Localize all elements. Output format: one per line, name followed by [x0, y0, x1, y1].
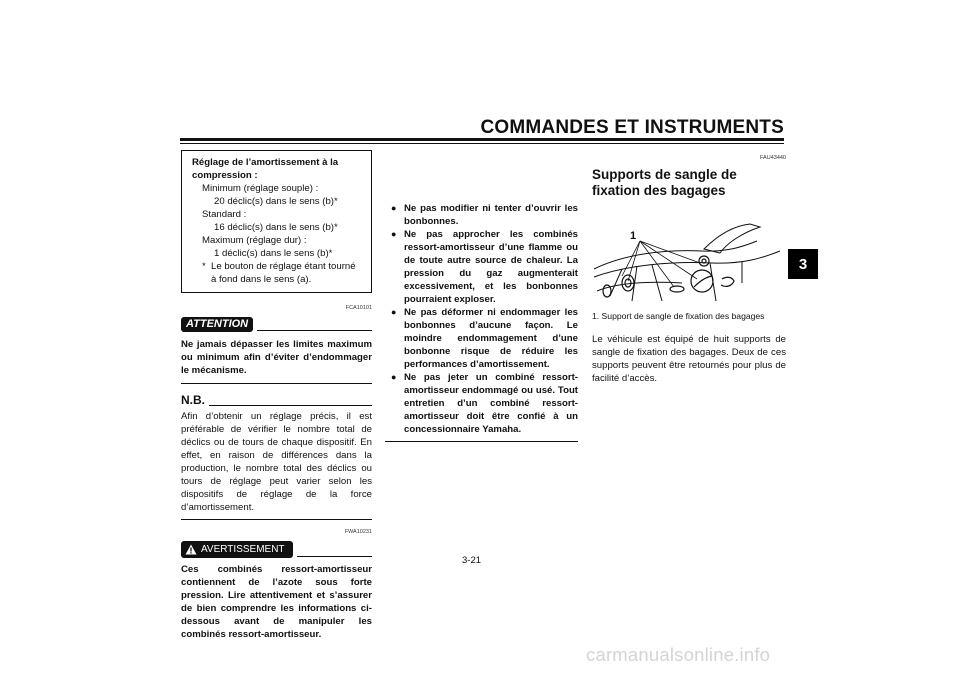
column-middle	[385, 150, 578, 442]
warning-bullet	[385, 202, 578, 228]
bullet-icon: ●	[391, 229, 397, 239]
luggage-strap-holder-figure	[592, 221, 782, 306]
bullet-icon: ●	[391, 203, 397, 213]
spec-line: 1 déclic(s) dans le sens (b)*	[214, 248, 333, 259]
nb-rule	[209, 405, 372, 406]
attention-header	[181, 317, 372, 332]
page-number: 3-21	[462, 555, 482, 566]
spec-note	[192, 260, 361, 286]
nb-header	[181, 394, 372, 407]
warning-bullet	[385, 306, 578, 371]
spec-line: 16 déclic(s) dans le sens (b)*	[214, 222, 338, 233]
watermark: carmanualsonline.info	[586, 644, 771, 665]
bullet-icon: ●	[391, 307, 397, 317]
column-left	[181, 150, 372, 641]
chapter-tab: 3	[788, 249, 818, 279]
figure-callout-number: 1	[630, 230, 637, 242]
attention-end-rule	[181, 383, 372, 384]
warning-bullet	[385, 228, 578, 306]
spec-note-text: Le bouton de réglage étant tourné à fond dans le sens (a).	[211, 261, 356, 285]
nb-end-rule	[181, 519, 372, 520]
attention-text: Ne jamais dépasser les limites maximum ou minimum afin d’éviter d’endommager le mécanisme.	[181, 339, 372, 376]
spec-box	[181, 150, 372, 293]
header-rule-thin	[180, 143, 784, 144]
column-right	[592, 150, 786, 385]
section-code: FAU43440	[760, 155, 786, 161]
figure-caption: 1. Support de sangle de fixation des bagages	[592, 311, 765, 321]
attention-rule	[257, 330, 372, 331]
spec-line: Standard :	[202, 209, 247, 220]
warning-bullet-text: Ne pas approcher les combinés ressort-amortisseur d’une flamme ou de toute autre source de chaleur. La pression du gaz augmenterait excessivement, et les bonbonnes pourraient exploser.	[404, 229, 578, 305]
bullet-icon: ●	[391, 372, 397, 382]
warning-bullet-text: Ne pas déformer ni endommager les bonbonnes d’aucune façon. Le moindre endommagement d’une bonbonne risque de réduire les performances d’amortissement.	[404, 307, 578, 370]
warning-header	[181, 541, 372, 558]
warning-intro: Ces combinés ressort-amortisseur contiennent de l’azote sous forte pression. Lire attentivement et s’assurer de bien comprendre les informations ci-dessous avant de manipuler les combinés ressort-amortisseur.	[181, 564, 372, 640]
warning-bullet	[385, 371, 578, 436]
spec-heading: Réglage de l’amortissement à la compression :	[192, 157, 339, 181]
warning-code: FWA10231	[344, 529, 372, 535]
motorcycle-seat-illustration	[592, 221, 782, 306]
warning-end-rule	[385, 441, 578, 442]
warning-bullet-text: Ne pas jeter un combiné ressort-amortisseur endommagé ou usé. Tout entretien d’un combiné ressort-amortisseur doit être confié à un concessionnaire Yamaha.	[404, 372, 578, 435]
warning-label-text: AVERTISSEMENT	[201, 544, 285, 555]
page-header-title: COMMANDES ET INSTRUMENTS	[480, 117, 784, 138]
nb-text: Afin d’obtenir un réglage précis, il est préférable de vérifier le nombre total de déclics ou de tours de chaque dispositif. En effet, en raison de différences dans la production, le nombre total des déclics ou tours de réglage peut varier selon les dispositifs de réglage de la force d’amortissement.	[181, 411, 372, 513]
section-title: Supports de sangle de fixation des bagages	[592, 167, 737, 198]
attention-label: ATTENTION	[181, 317, 253, 332]
warning-rule	[297, 556, 372, 557]
spec-line: 20 déclic(s) dans le sens (b)*	[214, 196, 338, 207]
warning-intro-continuation-space	[385, 150, 578, 202]
asterisk-mark: *	[202, 261, 206, 272]
warning-label	[181, 541, 293, 558]
nb-label: N.B.	[181, 393, 205, 407]
spec-line: Maximum (réglage dur) :	[202, 235, 307, 246]
spec-line: Minimum (réglage souple) :	[202, 183, 319, 194]
attention-code: FCA10101	[345, 305, 372, 311]
section-body-text: Le véhicule est équipé de huit supports de sangle de fixation des bagages. Deux de ces supports peuvent être retournés pour plus de facilité d’accès.	[592, 334, 786, 384]
header-rule-thick	[180, 138, 784, 141]
warning-bullet-text: Ne pas modifier ni tenter d’ouvrir les bonbonnes.	[404, 203, 578, 227]
warning-triangle-icon	[185, 544, 197, 555]
